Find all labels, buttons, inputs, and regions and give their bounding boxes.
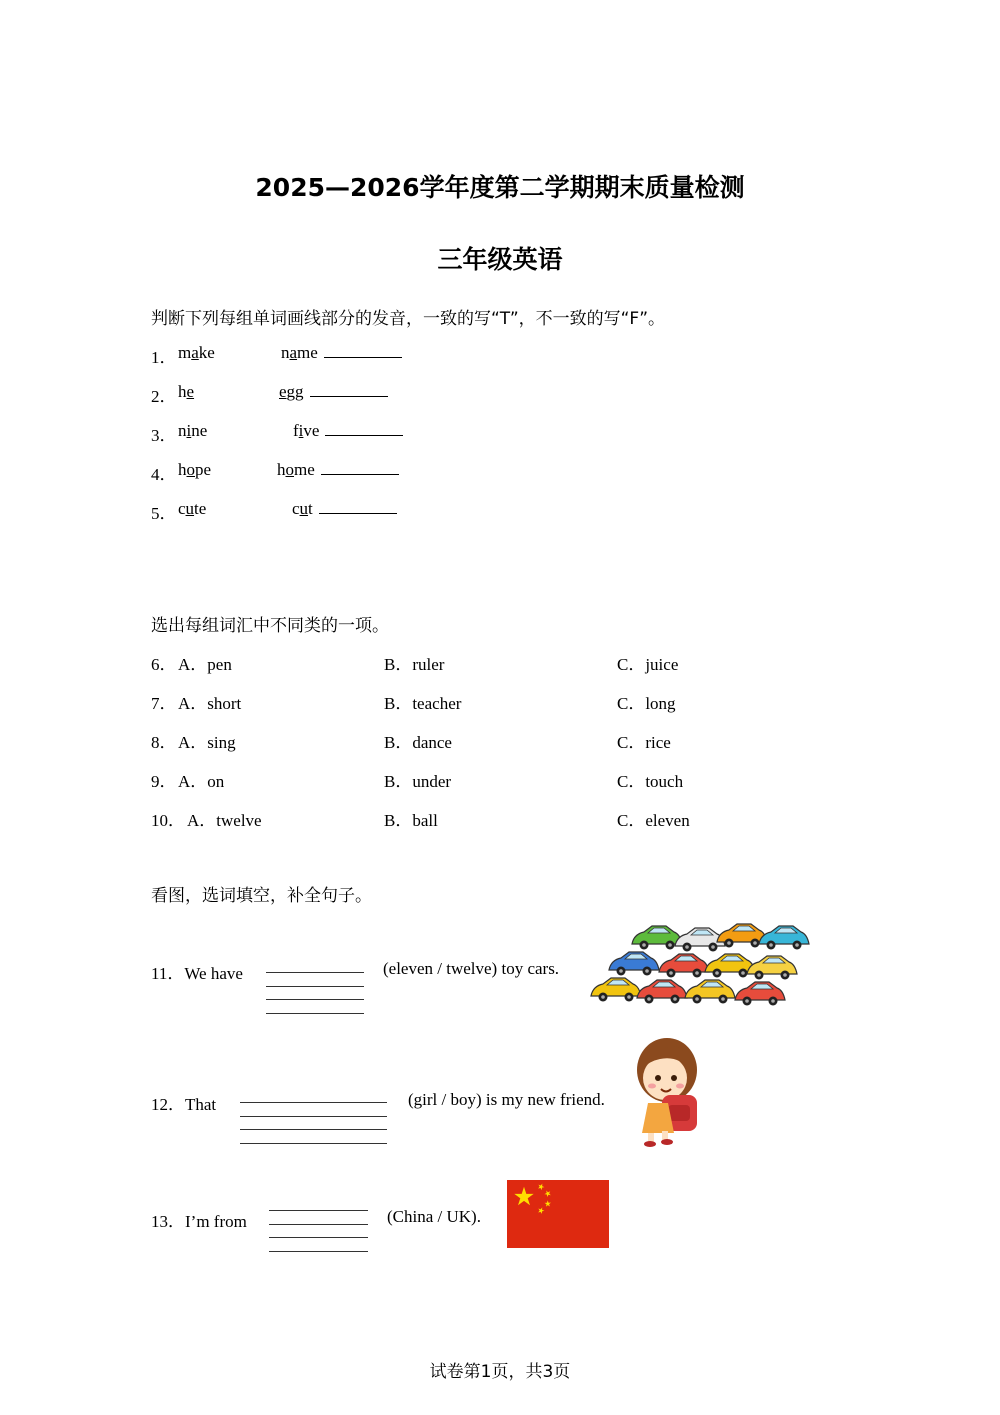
toy-car [591,978,641,1002]
q12-options: (girl / boy) is my new friend. [408,1090,605,1109]
toy-car [747,956,797,980]
page-footer: 试卷第1页，共3页 [429,1362,571,1382]
answer-blank[interactable] [310,382,388,397]
option-b[interactable]: B．teacher [384,694,462,713]
page-title: 2025—2026学年度第二学期期末质量检测 [255,173,745,202]
word-second: egg [279,382,388,402]
section3-instruction: 看图，选词填空，补全句子。 [151,886,372,906]
toy-car [685,980,735,1004]
toy-car [659,954,709,978]
q12-prefix: 12．That [151,1095,217,1114]
word-first: cute [178,499,207,518]
question-number: 10． [151,811,185,830]
word-second: cut [292,499,397,519]
word-first: he [178,382,195,401]
word-second: home [277,460,399,480]
option-c[interactable]: C．rice [617,733,671,752]
option-b[interactable]: B．ball [384,811,438,830]
page-subtitle: 三年级英语 [437,245,563,274]
option-c[interactable]: C．touch [617,772,684,791]
toy-car [609,952,659,976]
q12-answer-lines[interactable] [240,1102,387,1156]
word-second: five [293,421,403,441]
toy-car [735,982,785,1006]
question-number: 7． [151,694,177,713]
option-a[interactable]: A．short [178,694,242,713]
option-c[interactable]: C．long [617,694,676,713]
word-second: name [281,343,402,363]
word-first: make [178,343,215,362]
word-first: nine [178,421,208,440]
option-a[interactable]: A．pen [178,655,232,674]
q11-answer-lines[interactable] [266,972,364,1026]
question-number: 3． [151,426,177,445]
girl-image [630,1033,702,1148]
section2-instruction: 选出每组词汇中不同类的一项。 [151,616,389,636]
q13-prefix: 13．I’m from [151,1212,247,1231]
option-b[interactable]: B．dance [384,733,452,752]
toy-car [759,926,809,950]
toy-car [637,980,687,1004]
option-a[interactable]: A．on [178,772,225,791]
question-number: 2． [151,387,177,406]
q11-prefix: 11．We have [151,964,243,983]
answer-blank[interactable] [325,421,403,436]
option-a[interactable]: A．sing [178,733,236,752]
option-a[interactable]: A．twelve [187,811,262,830]
word-first: hope [178,460,212,479]
answer-blank[interactable] [324,343,402,358]
option-b[interactable]: B．ruler [384,655,445,674]
question-number: 5． [151,504,177,523]
q13-options: (China / UK). [387,1207,481,1226]
q13-answer-lines[interactable] [269,1210,368,1264]
china-flag-image [506,1180,610,1248]
question-number: 1． [151,348,177,367]
answer-blank[interactable] [321,460,399,475]
question-number: 8． [151,733,177,752]
answer-blank[interactable] [319,499,397,514]
question-number: 6． [151,655,177,674]
question-number: 9． [151,772,177,791]
q11-options: (eleven / twelve) toy cars. [383,959,560,978]
toy-cars-image [585,918,811,1012]
question-number: 4． [151,465,177,484]
option-c[interactable]: C．eleven [617,811,690,830]
option-c[interactable]: C．juice [617,655,679,674]
option-b[interactable]: B．under [384,772,452,791]
section1-instruction: 判断下列每组单词画线部分的发音，一致的写“T”，不一致的写“F”。 [151,309,666,329]
